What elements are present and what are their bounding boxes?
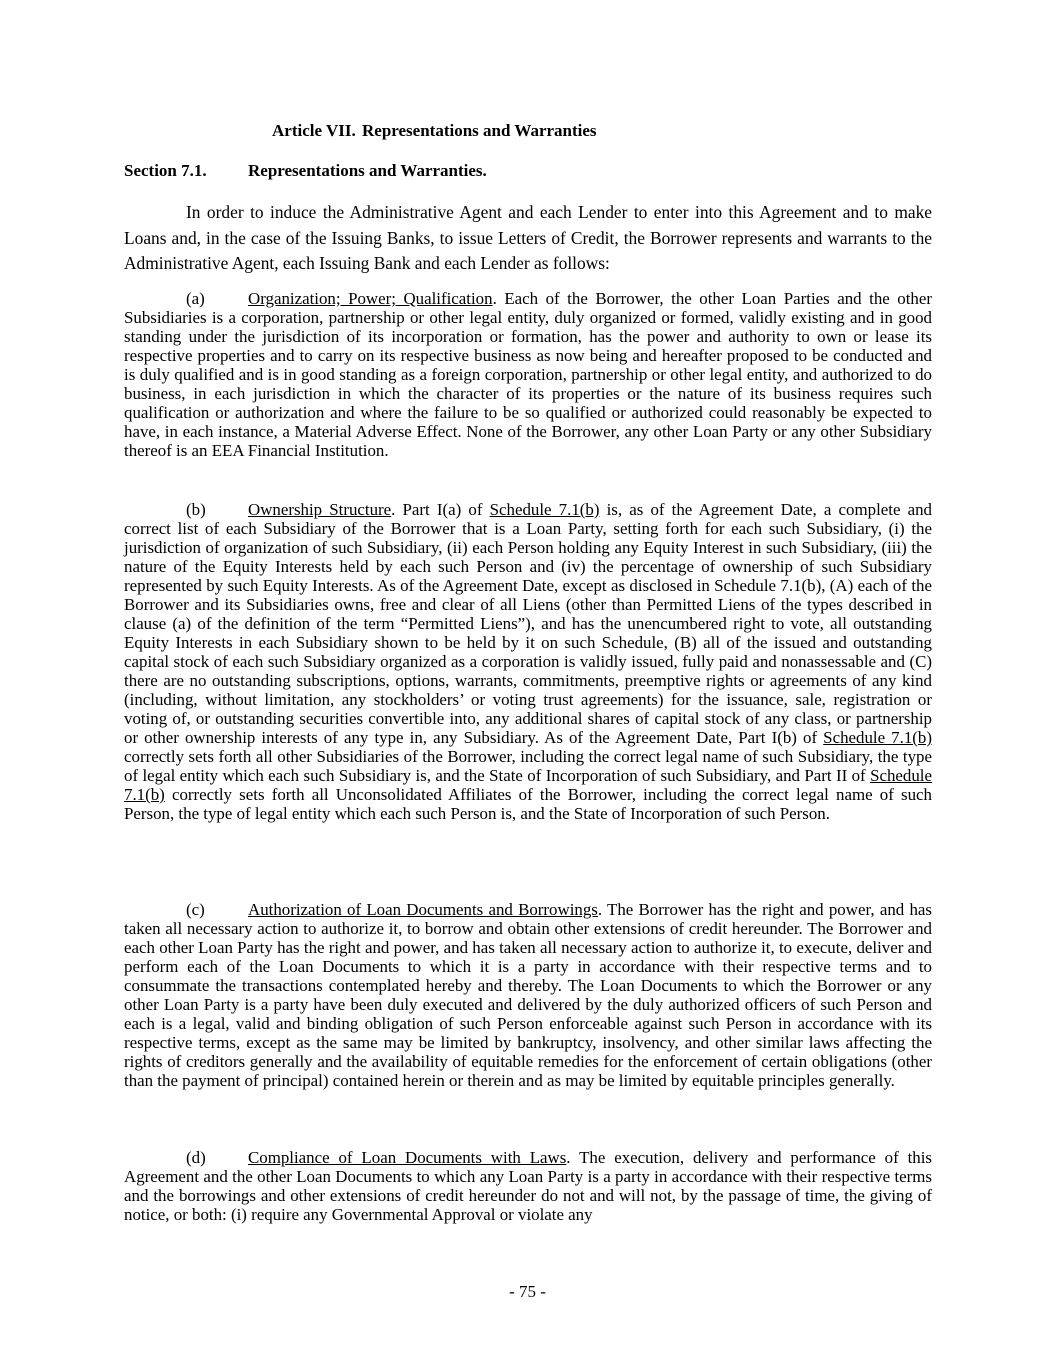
section-number: Section 7.1.	[124, 161, 207, 180]
paragraph-c	[124, 900, 932, 1090]
paragraph-label: (c)	[186, 900, 205, 919]
paragraph-body: correctly sets forth all other Subsidiaries of the Borrower, including the correct legal name of such Subsidiary, the type of legal entity which each such Subsidiary is, and the State of Incorporation of such Subsidiary, and Part II of	[124, 747, 932, 785]
section-heading	[124, 161, 487, 181]
page-number: - 75 -	[509, 1282, 546, 1301]
paragraph-label: (d)	[186, 1148, 206, 1167]
paragraph-heading: Ownership Structure	[248, 500, 392, 519]
paragraph-heading: Authorization of Loan Documents and Borrowings	[248, 900, 598, 919]
paragraph-body: is, as of the Agreement Date, a complete and correct list of each Subsidiary of the Borrower that is a Loan Party, setting forth for each such Subsidiary, (i) the jurisdiction of organization of such Subsidiary, (ii) each Person holding any Equity Interest in such Subsidiary, (iii) the nature of the Equity Interests held by each such Person and (iv) the percentage of ownership of such Subsidiary represented by such Equity Interests. As of the Agreement Date, except as disclosed in Schedule 7.1(b), (A) each of the Borrower and its Subsidiaries owns, free and clear of all Liens (other than Permitted Liens of the types described in clause (a) of the definition of the term “Permitted Liens”), and has the unencumbered right to vote, all outstanding Equity Interests in each Subsidiary shown to be held by it on such Schedule, (B) all of the issued and outstanding capital stock of each such Subsidiary organized as a corporation is validly issued, fully paid and nonassessable and (C) there are no outstanding subscriptions, options, warrants, commitments, preemptive rights or agreements of any kind (including, without limitation, any stockholders’ or voting trust agreements) for the issuance, sale, registration or voting of, or outstanding securities convertible into, any additional shares of capital stock of any class, or partnership or other ownership interests of any type in, any Subsidiary. As of the Agreement Date, Part I(b) of	[124, 500, 932, 747]
paragraph-body: . The execution, delivery and performance of this Agreement and the other Loan Documents to which any Loan Party is a party in accordance with their respective terms and the borrowings and other extensions of credit hereunder do not and will not, by the passage of time, the giving of notice, or both: (i) require any Governmental Approval or violate any	[124, 1148, 932, 1224]
schedule-reference: Schedule 7.1(b)	[823, 728, 932, 747]
paragraph-d	[124, 1148, 932, 1224]
paragraph-body: . Part I(a) of	[391, 500, 490, 519]
paragraph-body: . Each of the Borrower, the other Loan Parties and the other Subsidiaries is a corporation, partnership or other legal entity, duly organized or formed, validly existing and in good standing under the jurisdiction of its incorporation or formation, has the power and authority to own or lease its respective properties and to carry on its respective business as now being and hereafter proposed to be conducted and is duly qualified and is in good standing as a foreign corporation, partnership or other legal entity, and authorized to do business, in each jurisdiction in which the character of its properties or the nature of its business requires such qualification or authorization and where the failure to be so qualified or authorized could reasonably be expected to have, in each instance, a Material Adverse Effect. None of the Borrower, any other Loan Party or any other Subsidiary thereof is an EEA Financial Institution.	[124, 289, 932, 460]
schedule-reference: Schedule 7.1(b)	[489, 500, 600, 519]
schedule-reference: Schedule 7.1(b)	[124, 766, 932, 804]
paragraph-b	[124, 500, 932, 823]
article-heading	[272, 121, 597, 141]
paragraph-a	[124, 289, 932, 460]
paragraph-heading: Organization; Power; Qualification	[248, 289, 493, 308]
paragraph-heading: Compliance of Loan Documents with Laws	[248, 1148, 567, 1167]
section-title: Representations and Warranties.	[248, 161, 487, 180]
paragraph-body: correctly sets forth all Unconsolidated Affiliates of the Borrower, including the correct legal name of such Person, the type of legal entity which each such Person is, and the State of Incorporation of such Person.	[124, 785, 932, 823]
paragraph-body: . The Borrower has the right and power, and has taken all necessary action to authorize it, to borrow and obtain other extensions of credit hereunder. The Borrower and each other Loan Party has the right and power, and has taken all necessary action to authorize it, to execute, deliver and perform each of the Loan Documents to which it is a party in accordance with their respective terms and to consummate the transactions contemplated hereby and thereby. The Loan Documents to which the Borrower or any other Loan Party is a party have been duly executed and delivered by the duly authorized officers of such Person and each is a legal, valid and binding obligation of such Person enforceable against such Person in accordance with its respective terms, except as the same may be limited by bankruptcy, insolvency, and other similar laws affecting the rights of creditors generally and the availability of equitable remedies for the enforcement of certain obligations (other than the payment of principal) contained herein or therein and as may be limited by equitable principles generally.	[124, 900, 932, 1090]
intro-paragraph: In order to induce the Administrative Agent and each Lender to enter into this Agreement and to make Loans and, in the case of the Issuing Banks, to issue Letters of Credit, the Borrower represents and warrants to the Administrative Agent, each Issuing Bank and each Lender as follows:	[124, 202, 932, 273]
paragraph-label: (b)	[186, 500, 206, 519]
paragraph-label: (a)	[186, 289, 205, 308]
article-title: Representations and Warranties	[362, 121, 597, 140]
article-number: Article VII.	[272, 121, 356, 140]
